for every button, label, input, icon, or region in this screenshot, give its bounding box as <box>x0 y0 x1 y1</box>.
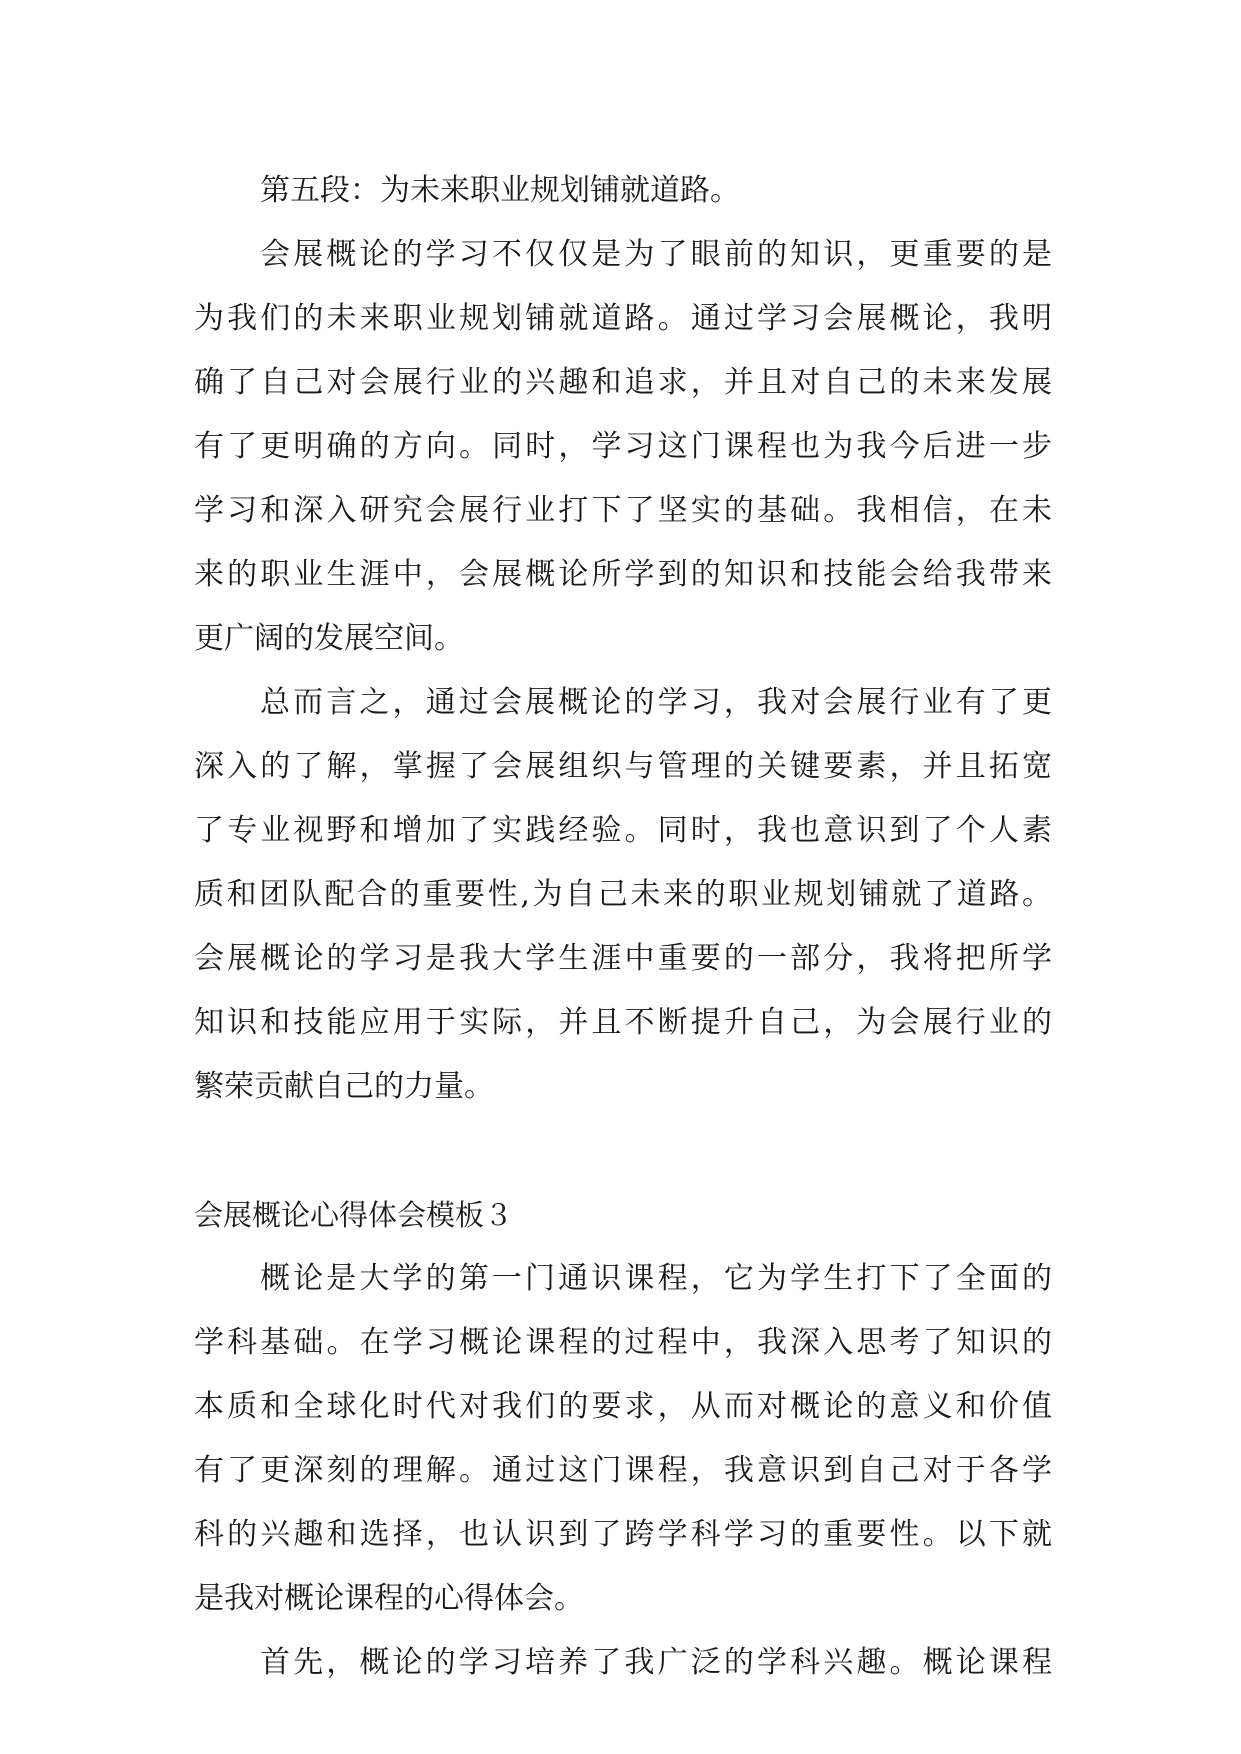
paragraph-4 <box>194 1631 1052 1695</box>
paragraph-line: 总而言之，通过会展概论的学习，我对会展行业有了更 <box>260 685 1052 720</box>
paragraph-line: 会展概论的学习是我大学生涯中重要的一部分，我将把所学 <box>194 941 1052 976</box>
paragraph-line: 科的兴趣和选择，也认识到了跨学科学习的重要性。以下就 <box>194 1517 1052 1552</box>
paragraph-line: 了专业视野和增加了实践经验。同时，我也意识到了个人素 <box>194 813 1052 848</box>
paragraph-2 <box>194 671 1052 1119</box>
paragraph-line: 会展概论的学习不仅仅是为了眼前的知识，更重要的是 <box>260 237 1052 272</box>
paragraph-line: 深入的了解，掌握了会展组织与管理的关键要素，并且拓宽 <box>194 749 1052 784</box>
paragraph-line: 确了自己对会展行业的兴趣和追求，并且对自己的未来发展 <box>194 365 1052 400</box>
section-heading: 第五段：为未来职业规划铺就道路。 <box>260 173 740 208</box>
paragraph-line: 知识和技能应用于实际，并且不断提升自己，为会展行业的 <box>194 1005 1052 1040</box>
section-spacer <box>194 1119 1052 1183</box>
paragraph-line: 有了更明确的方向。同时，学习这门课程也为我今后进一步 <box>194 429 1052 464</box>
paragraph-line: 首先，概论的学习培养了我广泛的学科兴趣。概论课程 <box>260 1645 1052 1680</box>
paragraph-line: 繁荣贡献自己的力量。 <box>194 1069 494 1104</box>
paragraph-line: 有了更深刻的理解。通过这门课程，我意识到自己对于各学 <box>194 1453 1052 1488</box>
template-title: 会展概论心得体会模板３ <box>194 1198 514 1232</box>
paragraph-line: 概论是大学的第一门通识课程，它为学生打下了全面的 <box>260 1261 1052 1296</box>
paragraph-line: 学习和深入研究会展行业打下了坚实的基础。我相信，在未 <box>194 493 1052 528</box>
paragraph-line: 是我对概论课程的心得体会。 <box>194 1581 584 1616</box>
paragraph-1 <box>194 223 1052 671</box>
paragraph-line: 为我们的未来职业规划铺就道路。通过学习会展概论，我明 <box>194 301 1052 336</box>
paragraph-3 <box>194 1247 1052 1631</box>
paragraph-line: 来的职业生涯中，会展概论所学到的知识和技能会给我带来 <box>194 557 1052 592</box>
paragraph-line: 学科基础。在学习概论课程的过程中，我深入思考了知识的 <box>194 1325 1052 1360</box>
paragraph-line: 质和团队配合的重要性,为自己未来的职业规划铺就了道路。 <box>194 877 1052 912</box>
paragraph-line: 更广阔的发展空间。 <box>194 621 464 656</box>
document-body <box>194 159 1052 1695</box>
paragraph-line: 本质和全球化时代对我们的要求，从而对概论的意义和价值 <box>194 1389 1052 1424</box>
